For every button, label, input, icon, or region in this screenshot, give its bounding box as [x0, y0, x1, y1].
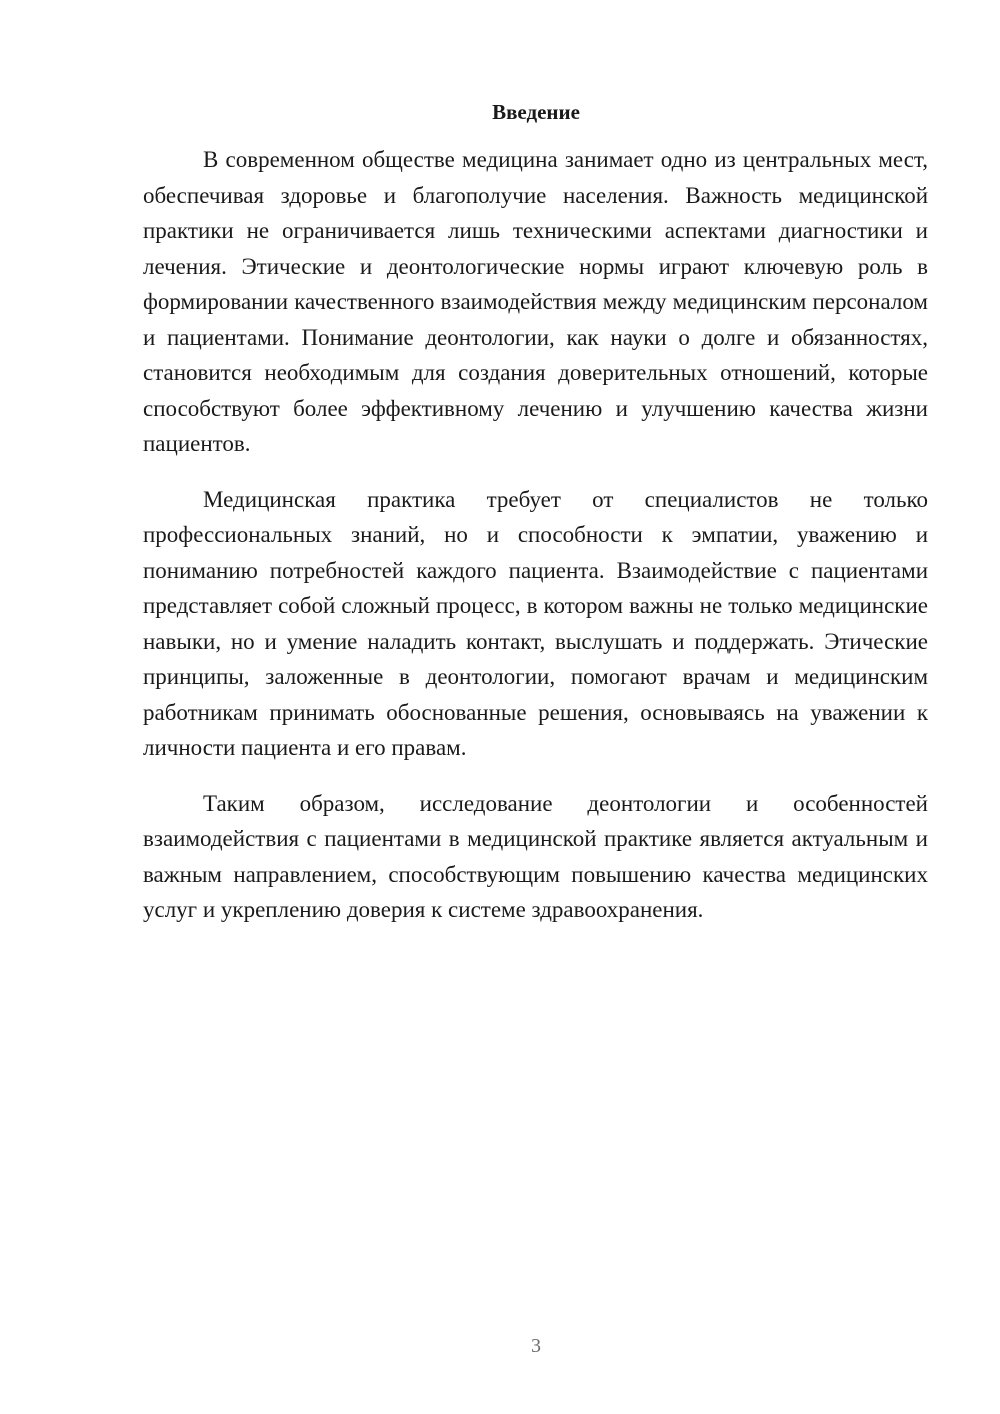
section-title: Введение	[492, 100, 580, 124]
paragraph-1: В современном обществе медицина занимает одно из центральных мест, обеспечивая здоровье и благополучие населения. Важность медицинской практики не ограничивается лишь техническими аспектами диагностики и лечения. Этические и деонтологические нормы играют ключевую роль в формировании качественного взаимодействия между медицинским персоналом и пациентами. Понимание деонтологии, как науки о долге и обязанностях, становится необходимым для создания доверительных отношений, которые способствуют более эффективному лечению и улучшению качества жизни пациентов.	[143, 147, 928, 456]
paragraph-3: Таким образом, исследование деонтологии и особенностей взаимодействия с пациентами в медицинской практике является актуальным и важным направлением, способствующим повышению качества медицинских услуг и укреплению доверия к системе здравоохранения.	[143, 790, 928, 922]
paragraph-2: Медицинская практика требует от специалистов не только профессиональных знаний, но и способности к эмпатии, уважению и пониманию потребностей каждого пациента. Взаимодействие с пациентами представляет собой сложный процесс, в котором важны не только медицинские навыки, но и умение наладить контакт, выслушать и поддержать. Этические принципы, заложенные в деонтологии, помогают врачам и медицинским работникам принимать обоснованные решения, основываясь на уважении к личности пациента и его правам.	[143, 486, 928, 760]
body-text	[143, 142, 928, 948]
page-number: 3	[531, 1335, 541, 1357]
